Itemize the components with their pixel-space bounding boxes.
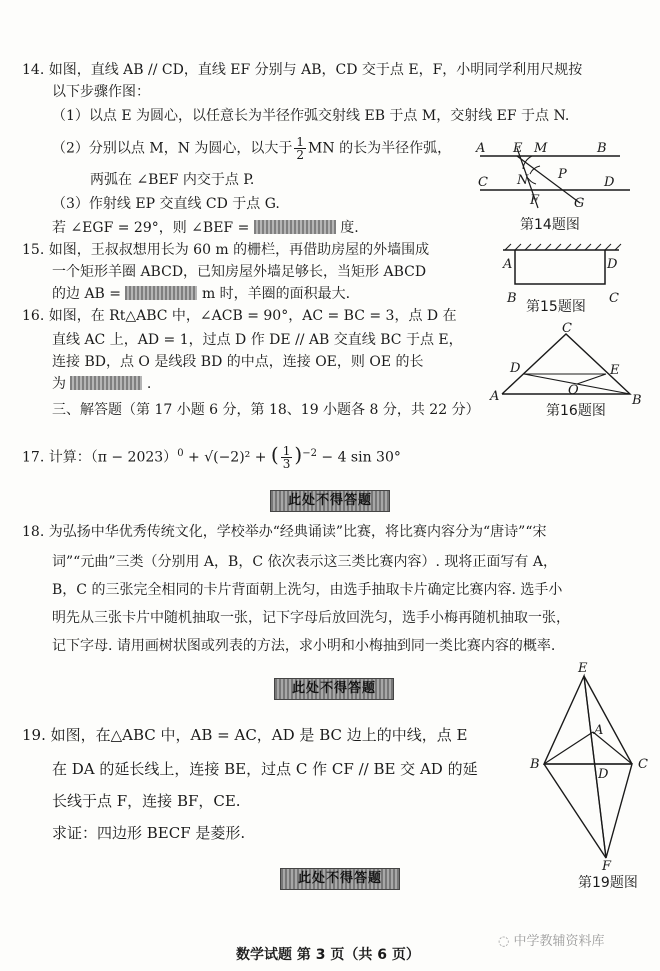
fig16-label-O: O <box>568 383 579 398</box>
frac-denominator: 2 <box>296 148 305 162</box>
q14-step2-pre: （2）分别以点 M，N 为圆心，以大于 <box>52 140 293 157</box>
fig14-label-P: P <box>558 167 567 182</box>
q18-line5: 记下字母. 请用画树状图或列表的方法，求小明和小梅抽到同一类比赛内容的概率. <box>52 638 556 654</box>
fig15-label-C: C <box>609 291 619 306</box>
watermark-text: 中学教辅资料库 <box>513 934 605 949</box>
q15-answer-blank[interactable] <box>125 286 197 300</box>
q14-condition <box>52 218 359 238</box>
frac-numerator: 1 <box>282 444 291 459</box>
fig14-label-C: C <box>478 175 488 190</box>
figure-16-caption: 第16题图 <box>546 403 606 419</box>
q16-line1: 16. 如图，在 Rt△ABC 中，∠ACB = 90°，AC = BC = 3，点 D 在 <box>22 308 457 324</box>
q17-fraction <box>281 445 293 470</box>
q16-line3: 连接 BD，点 O 是线段 BD 的中点，连接 OE，则 OE 的长 <box>52 354 424 370</box>
q17-paren-close: ) <box>294 442 303 467</box>
fig19-label-C: C <box>638 757 648 772</box>
fig14-label-E: E <box>513 141 523 156</box>
fig19-label-E: E <box>578 661 588 676</box>
fig16-label-E: E <box>610 363 620 378</box>
q16-answer-blank[interactable] <box>70 376 142 390</box>
q14-cond-post: 度. <box>340 220 359 236</box>
q17-post: − 4 sin 30° <box>316 449 401 466</box>
q17-expression <box>22 440 401 472</box>
fig14-label-A: A <box>476 141 486 156</box>
fig15-label-D: D <box>607 257 618 272</box>
fig19-label-F: F <box>602 859 612 874</box>
fig14-label-N: N <box>517 173 529 188</box>
fig19-label-A: A <box>594 723 604 738</box>
no-answer-stamp-2: 此处不得答题 <box>274 678 394 700</box>
wechat-icon: ◌ <box>498 934 510 949</box>
fig15-label-A: A <box>503 257 513 272</box>
fig15-label-B: B <box>507 291 517 306</box>
q14-step3: （3）作射线 EP 交直线 CD 于点 G. <box>52 196 280 212</box>
q14-step2-post: MN 的长为半径作弧， <box>308 140 452 157</box>
q15-line2: 一个矩形羊圈 ABCD，已知房屋外墙足够长，当矩形 ABCD <box>52 264 427 280</box>
no-answer-stamp-1: 此处不得答题 <box>270 490 390 512</box>
fig19-label-D: D <box>598 767 609 782</box>
figure-14-caption: 第14题图 <box>520 217 580 233</box>
figure-15-caption: 第15题图 <box>526 299 586 315</box>
q19-line3: 长线于点 F，连接 BF，CE. <box>52 792 241 810</box>
fig14-label-B: B <box>597 141 607 156</box>
q16-line4-post: . <box>146 376 152 392</box>
q14-step2b: 两弧在 ∠BEF 内交于点 P. <box>90 172 255 188</box>
figure-19-caption: 第19题图 <box>578 875 638 891</box>
fig14-label-D: D <box>604 175 615 190</box>
figure-19 <box>530 662 658 872</box>
fig16-label-C: C <box>562 321 572 336</box>
fig16-label-A: A <box>490 389 500 404</box>
q17-mid: + √(−2)² + <box>183 449 271 466</box>
q14-line1: 14. 如图，直线 AB // CD，直线 EF 分别与 AB，CD 交于点 E，F，小明同学利用尺规按 <box>22 62 583 78</box>
fig16-label-B: B <box>632 393 642 408</box>
q14-line2: 以下步骤作图： <box>52 84 150 100</box>
section-3-heading: 三、解答题（第 17 小题 6 分，第 18、19 小题各 8 分，共 22 分） <box>52 402 480 418</box>
q14-step2-fraction <box>294 136 306 161</box>
q16-line4-pre: 为 <box>52 376 66 392</box>
q15-line3-pre: 的边 AB = <box>52 286 122 302</box>
q16-line4 <box>52 374 151 394</box>
fig19-label-B: B <box>530 757 540 772</box>
fig14-label-M: M <box>534 141 548 156</box>
q17-pre: 17. 计算：（π − 2023） <box>22 449 178 466</box>
q17-exp0: 0 <box>177 448 184 459</box>
q15-line1: 15. 如图，王叔叔想用长为 60 m 的栅栏，再借助房屋的外墙围成 <box>22 242 430 258</box>
q17-paren-open: ( <box>270 442 279 467</box>
no-answer-stamp-3: 此处不得答题 <box>280 868 400 890</box>
frac-numerator: 1 <box>296 135 305 149</box>
q18-line1: 18. 为弘扬中华优秀传统文化，学校举办“经典诵读”比赛，将比赛内容分为“唐诗”“宋 <box>22 524 547 540</box>
q16-line2: 直线 AC 上，AD = 1，过点 D 作 DE // AB 交直线 BC 于点 E， <box>52 332 463 348</box>
fig14-label-F: F <box>530 193 540 208</box>
q14-cond-pre: 若 ∠EGF = 29°，则 ∠BEF = <box>52 220 250 236</box>
q18-line2: 词”“元曲”三类（分别用 A，B，C 依次表示这三类比赛内容）. 现将正面写有 A， <box>52 554 557 570</box>
q18-line4: 明先从三张卡片中随机抽取一张，记下字母后放回洗匀，选手小梅再随机抽取一张， <box>52 610 570 626</box>
fig14-label-G: G <box>574 196 585 211</box>
q18-line3: B，C 的三张完全相同的卡片背面朝上洗匀，由选手抽取卡片确定比赛内容. 选手小 <box>52 582 563 598</box>
q14-step1: （1）以点 E 为圆心，以任意长为半径作弧交射线 EB 于点 M，交射线 EF 于点 N. <box>52 108 570 124</box>
q15-line3-post: m 时，羊圈的面积最大. <box>201 286 351 302</box>
q15-line3 <box>52 284 350 304</box>
q17-exp-neg2: −2 <box>302 448 317 459</box>
fig16-label-D: D <box>510 361 521 376</box>
frac-denominator: 3 <box>282 457 291 472</box>
q19-line2: 在 DA 的延长线上，连接 BE，过点 C 作 CF // BE 交 AD 的延 <box>52 760 478 778</box>
page-footer: 数学试题 第 3 页（共 6 页） <box>236 947 420 963</box>
q19-line4: 求证：四边形 BECF 是菱形. <box>52 824 246 842</box>
q19-line1: 19. 如图，在△ABC 中，AB = AC，AD 是 BC 边上的中线，点 E <box>22 726 468 744</box>
q14-answer-blank[interactable] <box>254 220 336 234</box>
watermark <box>498 930 605 949</box>
figure-16 <box>488 322 648 406</box>
q14-step2 <box>52 136 451 161</box>
